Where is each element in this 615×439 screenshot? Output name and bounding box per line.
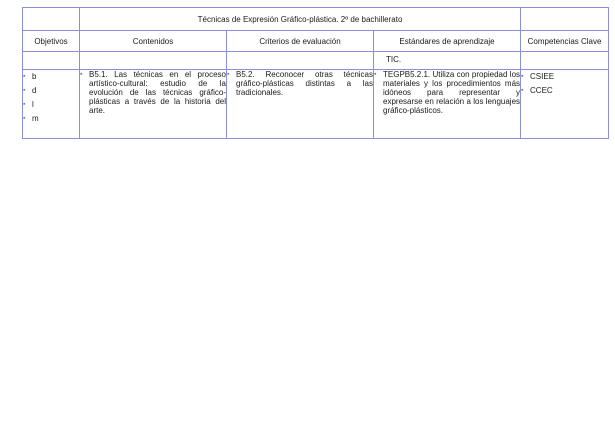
list-item: ▪ d xyxy=(23,84,79,98)
list-item: ▪ m xyxy=(23,112,79,126)
cell-objetivos xyxy=(23,70,80,139)
cell-competencias xyxy=(521,70,609,139)
corner-cell xyxy=(23,8,80,31)
header-criterios: Criterios de evaluación xyxy=(227,31,374,52)
header-competencias: Competencias Clave xyxy=(521,31,609,52)
cell-contenidos xyxy=(80,70,227,139)
list-item: ▪ l xyxy=(23,98,79,112)
carryover-text: TIC. xyxy=(374,52,521,70)
header-contenidos: Contenidos xyxy=(80,31,227,52)
empty-cell xyxy=(227,52,374,70)
table-title: Técnicas de Expresión Gráfico-plástica. 2º de bachillerato xyxy=(80,8,521,31)
empty-cell xyxy=(521,52,609,70)
list-item: ▪ CCEC xyxy=(521,84,608,98)
list-item: ▪ TEGPB5.2.1. Utiliza con propiedad los materiales y los procedimientos más idóneos para representar y expresarse en relación a los lenguajes gráfico-plásticos. xyxy=(374,70,520,115)
curriculum-table xyxy=(22,7,609,139)
list-item: ▪ b xyxy=(23,70,79,84)
cell-criterios xyxy=(227,70,374,139)
cell-estandares xyxy=(374,70,521,139)
list-item: ▪ B5.1. Las técnicas en el proceso artístico-cultural: estudio de la evolución de las técnicas gráfico-plásticas a través de la historia del arte. xyxy=(80,70,226,115)
list-item: ▪ B5.2. Reconocer otras técnicas gráfico-plásticas distintas a las tradicionales. xyxy=(227,70,373,97)
list-item: ▪ CSIEE xyxy=(521,70,608,84)
empty-cell xyxy=(23,52,80,70)
empty-cell xyxy=(80,52,227,70)
header-objetivos: Objetivos xyxy=(23,31,80,52)
header-estandares: Estándares de aprendizaje xyxy=(374,31,521,52)
corner-cell-right xyxy=(521,8,609,31)
